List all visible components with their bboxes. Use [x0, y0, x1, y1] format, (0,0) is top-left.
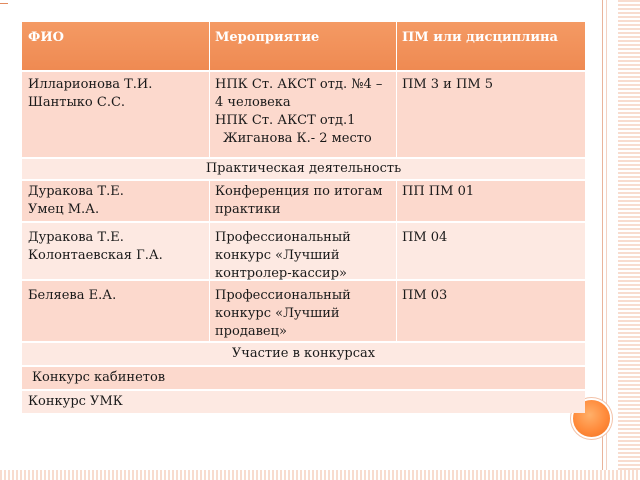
event-cell — [215, 76, 393, 148]
fio-cell — [28, 76, 206, 112]
slide-decoration-line — [0, 3, 8, 4]
fio-cell — [28, 287, 206, 305]
pm-line: ПП ПМ 01 — [402, 184, 475, 199]
slide-decoration-stripes — [618, 0, 640, 480]
person-name: Дуракова Т.Е. — [28, 230, 124, 245]
table-row — [22, 367, 585, 389]
header-pm: ПМ или дисциплина — [402, 30, 558, 45]
pm-line: ПМ 3 и ПМ 5 — [402, 77, 494, 92]
slide-decoration-stripes — [0, 470, 640, 480]
pm-line: ПМ 04 — [402, 230, 448, 245]
events-table — [22, 22, 585, 413]
person-name: Дуракова Т.Е. — [28, 184, 124, 199]
section-row-contests — [22, 343, 585, 365]
pm-line: ПМ 03 — [402, 288, 448, 303]
table-row — [22, 223, 585, 279]
event-line: Профессиональный конкурс «Лучший продавец» — [215, 288, 351, 339]
person-name: Шантыко С.С. — [28, 95, 126, 110]
section-title: Участие в конкурсах — [231, 346, 376, 361]
header-fio: ФИО — [28, 30, 64, 45]
pm-cell — [402, 229, 580, 247]
section-row-practice — [22, 159, 585, 179]
table-row — [22, 281, 585, 341]
pm-cell — [402, 287, 580, 305]
event-line: Жиганова К.- 2 место — [223, 131, 372, 146]
event-line: Профессиональный конкурс «Лучший контролер-кассир» — [215, 230, 351, 281]
event-cell — [215, 287, 393, 341]
person-name: Илларионова Т.И. — [28, 77, 153, 92]
event-cell — [215, 183, 393, 219]
person-name: Беляева Е.А. — [28, 288, 117, 303]
person-name: Умец М.А. — [28, 202, 100, 217]
event-line: Конференция по итогам практики — [215, 184, 383, 217]
event-line: НПК Ст. АКСТ отд.1 — [215, 113, 356, 128]
table-header-row — [22, 22, 585, 70]
event-line: НПК Ст. АКСТ отд. №4 – 4 человека — [215, 77, 383, 110]
contest-umk: Конкурс УМК — [28, 394, 123, 409]
header-event: Мероприятие — [215, 30, 320, 45]
fio-cell — [28, 183, 206, 219]
fio-cell — [28, 229, 206, 265]
event-cell — [215, 229, 393, 283]
pm-cell — [402, 76, 580, 94]
person-name: Колонтаевская Г.А. — [28, 248, 163, 263]
table-row — [22, 72, 585, 157]
contest-cabinets: Конкурс кабинетов — [32, 370, 166, 385]
section-title: Практическая деятельность — [205, 161, 402, 176]
pm-cell — [402, 183, 580, 201]
table-row — [22, 391, 585, 413]
table-row — [22, 181, 585, 221]
